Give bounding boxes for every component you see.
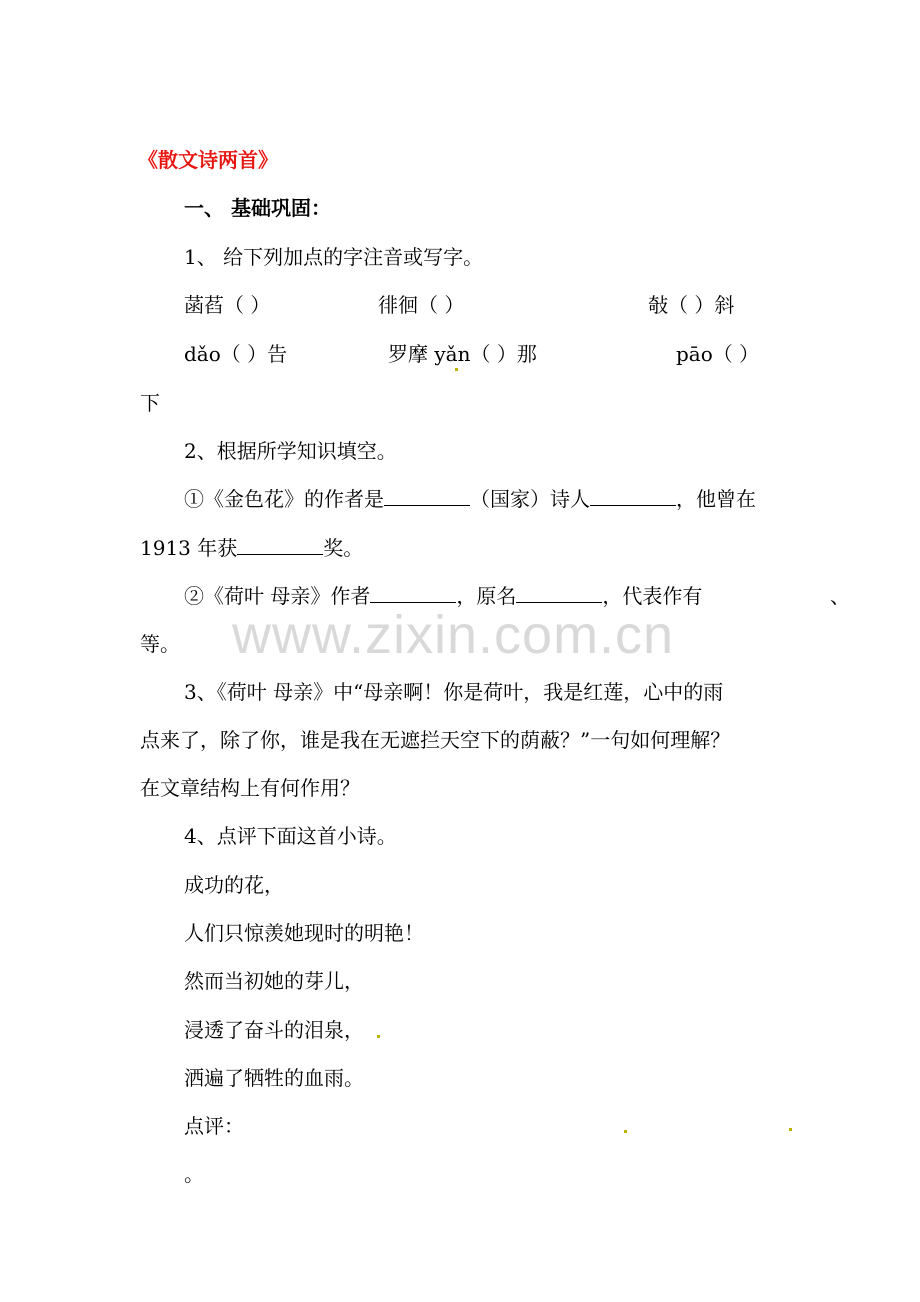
scan-speck [789, 1128, 792, 1131]
question-1-item-2: 徘徊（ ） [378, 293, 465, 317]
question-1-item-4: dǎo（ ）告 [184, 342, 288, 366]
question-1-item-6: pāo（ ） [676, 342, 760, 366]
question-2-item-1-text-d: 1913 年获 [140, 536, 238, 560]
scan-speck [624, 1130, 627, 1133]
poem-line-3: 然而当初她的芽儿， [184, 969, 364, 993]
question-2-prompt: 2、根据所学知识填空。 [184, 439, 397, 463]
answer-blank[interactable] [237, 536, 323, 555]
comment-label: 点评： [184, 1114, 244, 1138]
answer-blank[interactable] [516, 584, 602, 603]
question-3-line-3: 在文章结构上有何作用？ [140, 776, 360, 800]
poem-line-5: 洒遍了牺牲的血雨。 [184, 1066, 364, 1090]
section-heading: 一、 基础巩固： [184, 196, 331, 220]
answer-blank[interactable] [590, 487, 676, 506]
question-1-prompt: 1、 给下列加点的字注音或写字。 [184, 245, 484, 269]
question-2-item-1-text-e: 奖。 [323, 536, 364, 560]
document-title: 《散文诗两首》 [138, 148, 278, 172]
question-2-item-1-text-a: ①《金色花》的作者是 [184, 487, 384, 511]
answer-blank[interactable] [384, 487, 470, 506]
question-2-item-2-separator: 、 [830, 584, 850, 608]
watermark: www.zixin.com.cn [232, 605, 675, 665]
question-2-item-2-text-b: ，原名 [456, 584, 517, 608]
question-1-item-3: 敧（ ）斜 [648, 293, 735, 317]
question-1-item-1: 菡萏（ ） [184, 293, 271, 317]
question-3-line-2: 点来了，除了你，谁是我在无遮拦天空下的荫蔽？”一句如何理解？ [140, 728, 731, 752]
question-2-item-1-text-c: ，他曾在 [676, 487, 756, 511]
scan-speck [455, 368, 458, 371]
question-2-item-2-line-2: 等。 [140, 632, 180, 656]
question-2-item-1-line-2 [140, 536, 363, 560]
poem-line-2: 人们只惊羡她现时的明艳！ [184, 921, 424, 945]
scan-speck [377, 1035, 380, 1038]
question-3-line-1: 3、《荷叶 母亲》中“母亲啊！你是荷叶，我是红莲，心中的雨 [184, 680, 724, 704]
poem-line-1: 成功的花， [184, 873, 284, 897]
poem-line-4: 浸透了奋斗的泪泉， [184, 1018, 364, 1042]
question-2-item-2-text-c: ，代表作有 [602, 584, 703, 608]
question-2-item-1-text-b: （国家）诗人 [470, 487, 590, 511]
question-1-item-5: 罗摩 yǎn（ ）那 [388, 342, 537, 366]
question-2-item-2-text-a: ②《荷叶 母亲》作者 [184, 584, 371, 608]
question-1-item-6-continuation: 下 [140, 391, 160, 415]
end-mark: 。 [184, 1162, 204, 1186]
question-4-prompt: 4、点评下面这首小诗。 [184, 824, 397, 848]
answer-blank[interactable] [370, 584, 456, 603]
question-2-item-1-line-1 [184, 487, 756, 511]
